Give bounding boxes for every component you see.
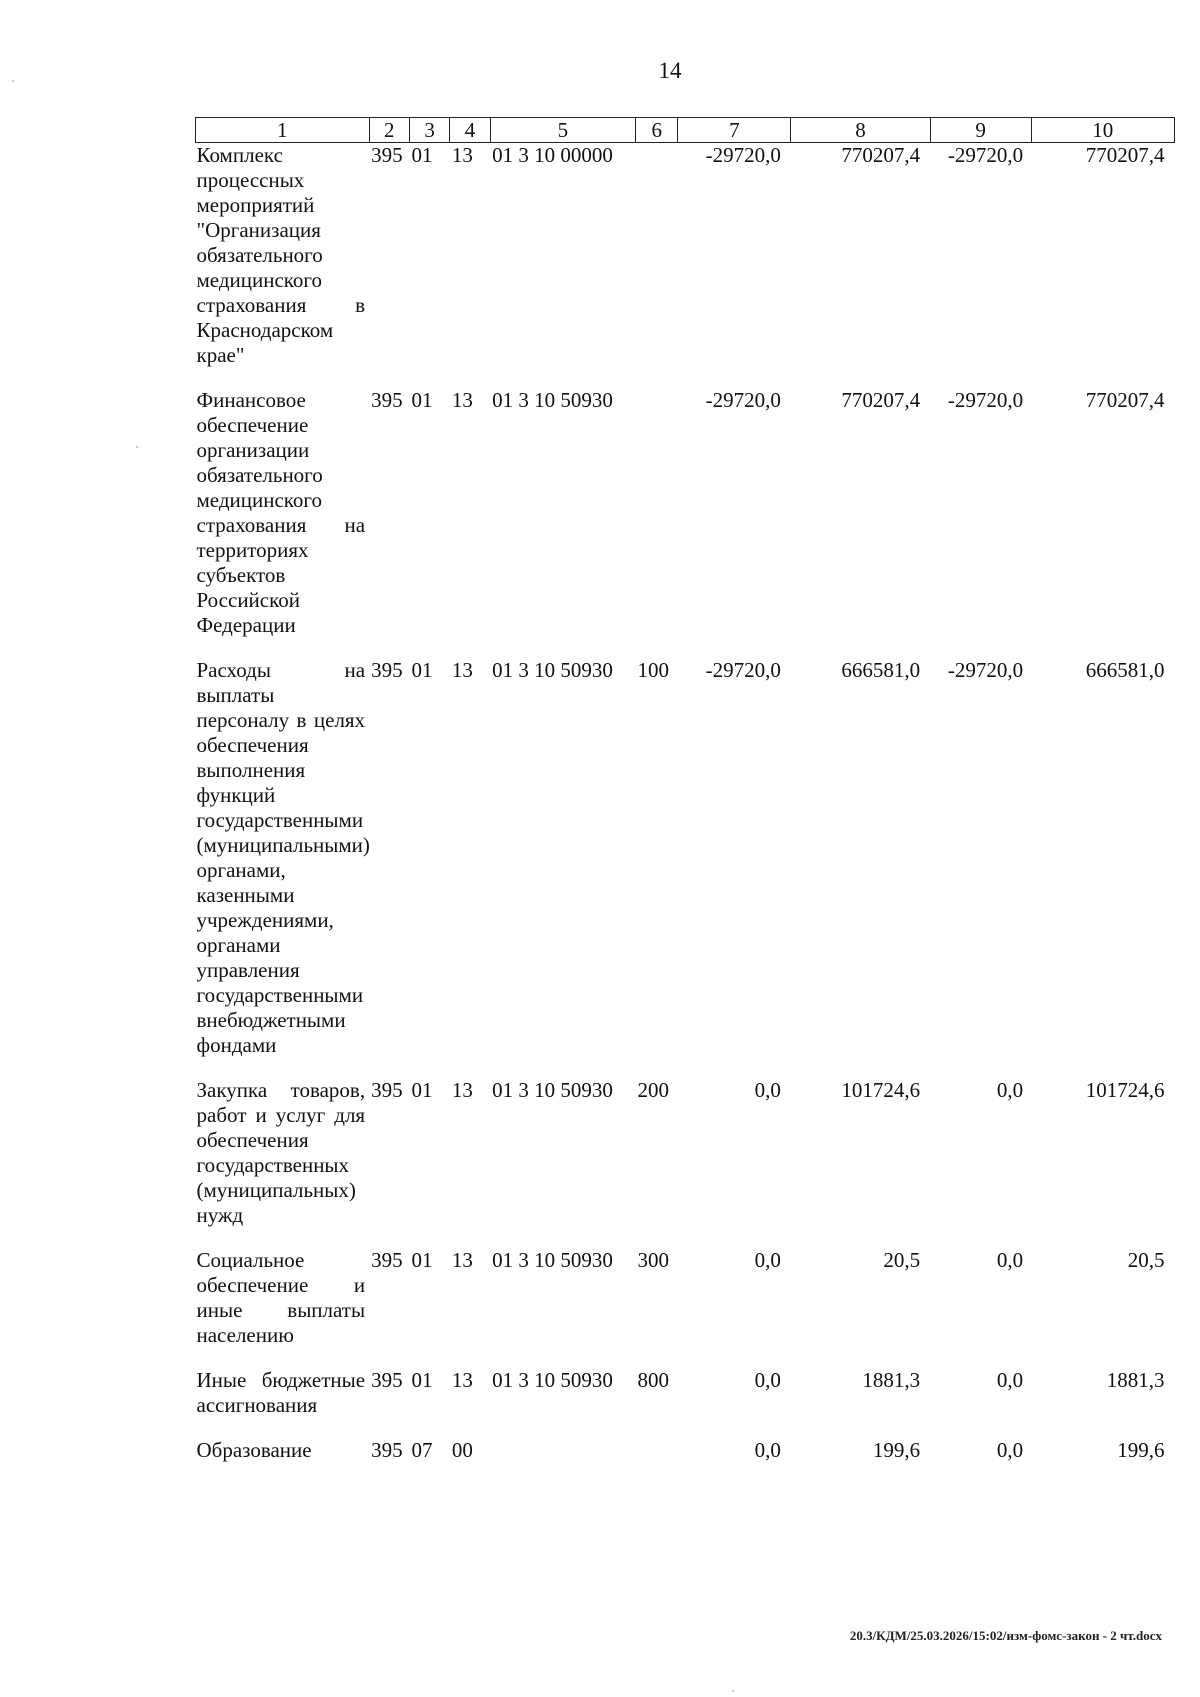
- table-row: [196, 658, 1175, 1058]
- cell-ministry: 395: [371, 1438, 403, 1462]
- cell-section: 01: [411, 143, 433, 167]
- cell-section: 01: [411, 1078, 433, 1102]
- cell-expense-type: [636, 143, 678, 369]
- cell-target-article: 01 3 10 50930: [492, 1078, 613, 1102]
- row-spacer: [196, 1228, 1175, 1248]
- cell-col10: 20,5: [1127, 1248, 1165, 1272]
- cell-col10: 770207,4: [1085, 143, 1165, 167]
- cell-col8: 770207,4: [841, 143, 921, 167]
- cell-expense-type: 800: [637, 1368, 669, 1392]
- row-spacer: [196, 1348, 1175, 1368]
- cell-section: 01: [411, 1248, 433, 1272]
- cell-expense-type: [636, 1438, 678, 1463]
- cell-subsection: 13: [451, 388, 473, 412]
- header-cell: 3: [409, 118, 449, 143]
- cell-section: 07: [411, 1438, 433, 1462]
- table-row: [196, 1368, 1175, 1418]
- cell-col10: 199,6: [1117, 1438, 1165, 1462]
- header-cell: 5: [490, 118, 635, 143]
- row-spacer: [196, 1058, 1175, 1078]
- cell-subsection: 13: [451, 1078, 473, 1102]
- cell-col7: 0,0: [754, 1368, 781, 1392]
- page-number: 14: [658, 58, 682, 83]
- cell-col10: 666581,0: [1085, 658, 1165, 682]
- table-row: [196, 388, 1175, 638]
- header-cell: 8: [791, 118, 930, 143]
- scan-speck: [12, 80, 14, 82]
- document-footer: 20.3/КДМ/25.03.2026/15:02/изм-фомс-закон - 2 чт.docx: [849, 1628, 1162, 1643]
- cell-expense-type: 200: [637, 1078, 669, 1102]
- table-row: [196, 143, 1175, 369]
- scan-speck: [732, 1690, 734, 1692]
- cell-target-article: 01 3 10 50930: [492, 1248, 613, 1272]
- cell-section: 01: [411, 658, 433, 682]
- table-row: [196, 1248, 1175, 1348]
- cell-target-article: 01 3 10 00000: [492, 143, 613, 167]
- header-cell: 9: [930, 118, 1031, 143]
- cell-col8: 770207,4: [841, 388, 921, 412]
- row-name: Иные бюджетные ассигнования: [196, 1368, 366, 1417]
- row-name: Расходы на выплаты персоналу в целях обеспечения выполнения функций государственными (муниципальными) органами, казенными учреждениями, органами управления государственными внебюджетными фондами: [196, 658, 370, 1057]
- row-name: Образование: [196, 1438, 312, 1462]
- cell-ministry: 395: [371, 1368, 403, 1392]
- cell-col7: 0,0: [754, 1078, 781, 1102]
- cell-col7: 0,0: [754, 1438, 781, 1462]
- cell-subsection: 00: [451, 1438, 473, 1462]
- header-cell: 7: [678, 118, 791, 143]
- row-name: Финансовое обеспечение организации обязательного медицинского страхования на территориях субъектов Российской Федерации: [196, 388, 366, 637]
- cell-col8: 666581,0: [841, 658, 921, 682]
- cell-col9: 0,0: [996, 1368, 1024, 1392]
- cell-expense-type: [636, 388, 678, 638]
- header-cell: 2: [369, 118, 409, 143]
- row-spacer: [196, 1418, 1175, 1438]
- table-body: [196, 143, 1175, 1464]
- cell-col7: -29720,0: [705, 143, 781, 167]
- row-name: Социальное обеспечение и иные выплаты населению: [196, 1248, 366, 1347]
- cell-ministry: 395: [371, 1078, 403, 1102]
- cell-ministry: 395: [371, 143, 403, 167]
- row-spacer: [196, 368, 1175, 388]
- cell-ministry: 395: [371, 658, 403, 682]
- cell-col8: 101724,6: [841, 1078, 921, 1102]
- cell-col9: 0,0: [996, 1078, 1024, 1102]
- cell-expense-type: 100: [637, 658, 669, 682]
- cell-col9: 0,0: [996, 1438, 1024, 1462]
- table-row: [196, 1438, 1175, 1463]
- cell-col10: 1881,3: [1106, 1368, 1165, 1392]
- cell-subsection: 13: [451, 143, 473, 167]
- cell-col8: 199,6: [872, 1438, 921, 1462]
- cell-col7: -29720,0: [705, 388, 781, 412]
- cell-ministry: 395: [371, 1248, 403, 1272]
- cell-expense-type: 300: [637, 1248, 669, 1272]
- cell-subsection: 13: [451, 1368, 473, 1392]
- cell-col10: 101724,6: [1085, 1078, 1165, 1102]
- cell-col9: -29720,0: [947, 143, 1024, 167]
- cell-target-article: 01 3 10 50930: [492, 1368, 613, 1392]
- cell-col9: -29720,0: [947, 388, 1024, 412]
- header-cell: 10: [1031, 118, 1174, 143]
- row-spacer: [196, 638, 1175, 658]
- row-name: Закупка товаров, работ и услуг для обеспечения государственных (муниципальных) нужд: [196, 1078, 366, 1227]
- header-cell: 1: [196, 118, 370, 143]
- cell-col9: 0,0: [996, 1248, 1024, 1272]
- cell-target-article: [490, 1438, 635, 1463]
- cell-col7: 0,0: [754, 1248, 781, 1272]
- cell-ministry: 395: [371, 388, 403, 412]
- budget-table-container: [195, 117, 1175, 1463]
- cell-col8: 1881,3: [862, 1368, 921, 1392]
- budget-table: [195, 117, 1175, 1463]
- cell-section: 01: [411, 1368, 433, 1392]
- table-row: [196, 1078, 1175, 1228]
- table-header: [196, 118, 1175, 143]
- cell-col10: 770207,4: [1085, 388, 1165, 412]
- header-cell: 6: [636, 118, 678, 143]
- header-cell: 4: [450, 118, 490, 143]
- row-name: Комплекс процессных мероприятий "Организация обязательного медицинского страхования в Краснодарском крае": [196, 143, 366, 367]
- cell-col8: 20,5: [883, 1248, 921, 1272]
- scan-speck: [136, 446, 138, 448]
- header-row: [196, 118, 1175, 143]
- cell-subsection: 13: [451, 658, 473, 682]
- cell-section: 01: [411, 388, 433, 412]
- cell-col9: -29720,0: [947, 658, 1024, 682]
- cell-subsection: 13: [451, 1248, 473, 1272]
- cell-col7: -29720,0: [705, 658, 781, 682]
- cell-target-article: 01 3 10 50930: [492, 658, 613, 682]
- cell-target-article: 01 3 10 50930: [492, 388, 613, 412]
